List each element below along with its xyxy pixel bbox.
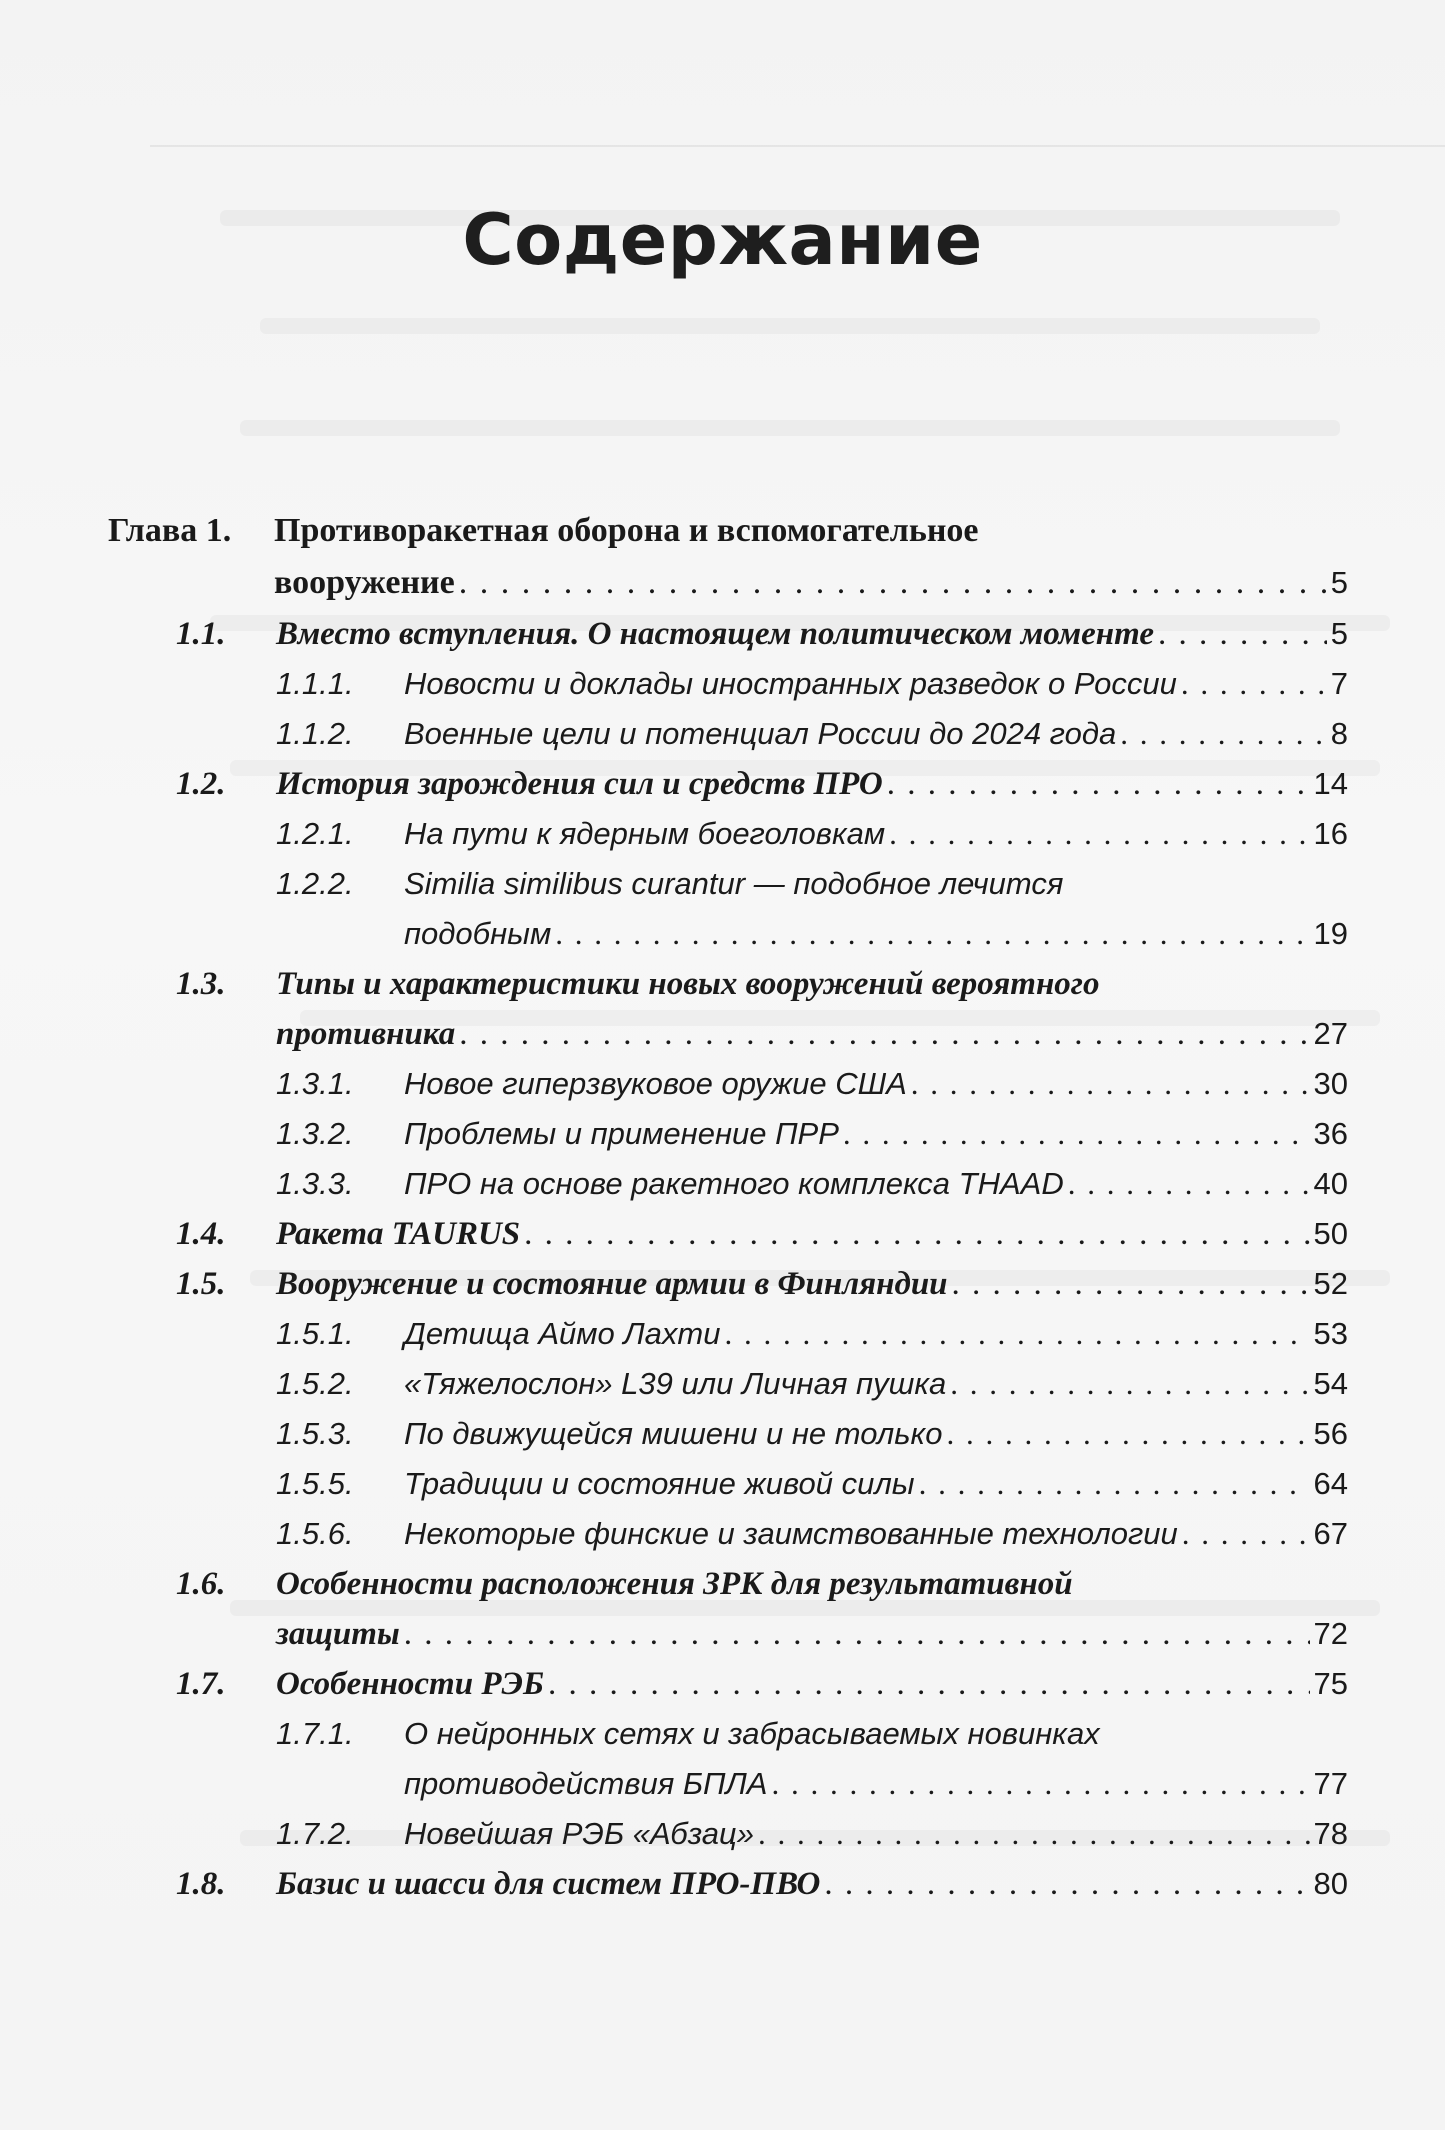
toc-page-number: 64: [1313, 1466, 1348, 1501]
toc-entry-title: [404, 659, 1348, 709]
toc-entry-number: 1.5.2.: [276, 1366, 354, 1401]
toc-subsection[interactable]: [108, 1709, 1348, 1809]
toc-entry-number: 1.2.1.: [276, 816, 354, 851]
toc-entry-number: 1.2.2.: [276, 866, 354, 901]
toc-entry-number: 1.5.3.: [276, 1416, 354, 1451]
toc-dot-leader: [555, 909, 1309, 959]
toc-entry-text: По движущейся мишени и не только: [404, 1416, 943, 1451]
toc-dot-leader: [887, 759, 1310, 809]
toc-subsection[interactable]: [108, 859, 1348, 959]
toc-subsection[interactable]: [108, 1509, 1348, 1559]
page-title: Содержание: [462, 199, 983, 281]
toc-entry-number: 1.1.1.: [276, 666, 354, 701]
toc-dot-leader: [946, 1409, 1309, 1459]
toc-entry-text: Ракета TAURUS: [276, 1216, 521, 1252]
toc-dot-leader: [404, 1609, 1310, 1659]
toc-entry-title: [276, 1559, 1348, 1659]
toc-entry-text: Similia similibus curantur — подобное лечится: [404, 866, 1064, 901]
toc-entry-title: [404, 1409, 1348, 1459]
toc-entry-number: 1.5.6.: [276, 1516, 354, 1551]
toc-entry-title: [276, 1659, 1348, 1709]
toc-entry-number: 1.7.: [176, 1666, 226, 1702]
toc-entry-text: На пути к ядерным боеголовкам: [404, 816, 886, 851]
toc-page-number: 30: [1313, 1066, 1348, 1101]
toc-entry-text: О нейронных сетях и забрасываемых новинках: [404, 1716, 1100, 1751]
toc-section[interactable]: [108, 1259, 1348, 1309]
toc-entry-title: [276, 959, 1348, 1059]
toc-page-number: 75: [1313, 1666, 1348, 1701]
toc-entry-text: Типы и характеристики новых вооружений вероятного: [276, 966, 1100, 1002]
toc-entry-text: ПРО на основе ракетного комплекса THAAD: [404, 1166, 1064, 1201]
toc-section[interactable]: [108, 1659, 1348, 1709]
toc-page-number: 16: [1313, 816, 1348, 851]
toc-page-number: 8: [1330, 716, 1348, 751]
toc-entry-title: [404, 709, 1348, 759]
toc-page-number: 5: [1330, 565, 1348, 600]
toc-dot-leader: [843, 1109, 1310, 1159]
toc-entry-number: 1.4.: [176, 1216, 226, 1252]
toc-chapter-title: [274, 505, 1348, 609]
toc-page-number: 19: [1313, 916, 1348, 951]
toc-subsection[interactable]: [108, 1159, 1348, 1209]
toc-entry-text: Вместо вступления. О настоящем политическом моменте: [276, 616, 1154, 652]
toc-entry-text: «Тяжелослон» L39 или Личная пушка: [404, 1366, 947, 1401]
toc-section[interactable]: [108, 1559, 1348, 1659]
toc-entry-text: Особенности РЭБ: [276, 1666, 544, 1702]
toc-dot-leader: [771, 1759, 1309, 1809]
toc-entry-title: [404, 1059, 1348, 1109]
toc-entry-number: 1.1.: [176, 616, 226, 652]
toc-entry-text: Новейшая РЭБ «Абзац»: [404, 1816, 755, 1851]
toc-entry-text: Вооружение и состояние армии в Финляндии: [276, 1266, 948, 1302]
toc-entry-text: История зарождения сил и средств ПРО: [276, 766, 883, 802]
toc-subsection[interactable]: [108, 1309, 1348, 1359]
toc-entry-text: Особенности расположения ЗРК для результативной: [276, 1566, 1073, 1602]
toc-subsection[interactable]: [108, 1459, 1348, 1509]
toc-subsection[interactable]: [108, 1359, 1348, 1409]
toc-entry-text: Противоракетная оборона и вспомогательное: [274, 512, 979, 549]
toc-entry-text: противодействия БПЛА: [404, 1766, 768, 1801]
toc-entry-text: Новое гиперзвуковое оружие США: [404, 1066, 907, 1101]
toc-entry-title: [404, 1459, 1348, 1509]
toc-entry-text: Детища Аймо Лахти: [404, 1316, 721, 1351]
toc-dot-leader: [919, 1459, 1310, 1509]
toc-page-number: 77: [1313, 1766, 1348, 1801]
toc-page-number: 67: [1313, 1516, 1348, 1551]
toc-page-number: 14: [1313, 766, 1348, 801]
toc-entry-number: 1.7.1.: [276, 1716, 354, 1751]
toc-dot-leader: [1120, 709, 1327, 759]
toc-chapter-number: Глава 1.: [108, 512, 232, 549]
toc-entry-text: Некоторые финские и заимствованные технологии: [404, 1516, 1178, 1551]
toc-section[interactable]: [108, 959, 1348, 1059]
toc-entry-title: [404, 1159, 1348, 1209]
toc-subsection[interactable]: [108, 1109, 1348, 1159]
toc-subsection[interactable]: [108, 659, 1348, 709]
toc-entry-text: защиты: [276, 1616, 400, 1652]
toc-section[interactable]: [108, 1209, 1348, 1259]
toc-dot-leader: [758, 1809, 1310, 1859]
toc-entry-title: [404, 1109, 1348, 1159]
toc-page-number: 52: [1313, 1266, 1348, 1301]
toc-entry-number: 1.3.2.: [276, 1116, 354, 1151]
toc-entry-title: [404, 1809, 1348, 1859]
toc-entry-text: вооружение: [274, 564, 455, 601]
toc-subsection[interactable]: [108, 1059, 1348, 1109]
toc-entry-text: подобным: [404, 916, 552, 951]
toc-entry-number: 1.2.: [176, 766, 226, 802]
toc-subsection[interactable]: [108, 809, 1348, 859]
show-through-header-rule: [150, 145, 1445, 147]
toc-entry-title: [276, 759, 1348, 809]
toc-entry-title: [276, 1209, 1348, 1259]
toc-entry-number: 1.5.5.: [276, 1466, 354, 1501]
toc-dot-leader: [950, 1359, 1309, 1409]
toc-page-number: 56: [1313, 1416, 1348, 1451]
toc-dot-leader: [1158, 609, 1327, 659]
toc-entry-text: Базис и шасси для систем ПРО-ПВО: [276, 1866, 821, 1902]
toc-entry-number: 1.5.1.: [276, 1316, 354, 1351]
toc-entry-number: 1.3.1.: [276, 1066, 354, 1101]
toc-dot-leader: [911, 1059, 1310, 1109]
toc-entry-title: [404, 1309, 1348, 1359]
toc-entry-number: 1.3.3.: [276, 1166, 354, 1201]
toc-page-number: 78: [1313, 1816, 1348, 1851]
toc-page-number: 54: [1313, 1366, 1348, 1401]
toc-entry-title: [404, 859, 1348, 959]
toc-page-number: 40: [1313, 1166, 1348, 1201]
toc-page-number: 7: [1330, 666, 1348, 701]
toc-dot-leader: [889, 809, 1309, 859]
toc-entry-text: противника: [276, 1016, 456, 1052]
toc-dot-leader: [724, 1309, 1309, 1359]
toc-entry-text: Проблемы и применение ПРР: [404, 1116, 839, 1151]
toc-page-number: 80: [1313, 1866, 1348, 1901]
toc-subsection[interactable]: [108, 709, 1348, 759]
toc-dot-leader: [459, 557, 1327, 609]
toc-page-number: 36: [1313, 1116, 1348, 1151]
toc-entry-title: [404, 809, 1348, 859]
toc-entry-number: 1.1.2.: [276, 716, 354, 751]
toc-dot-leader: [1182, 1509, 1310, 1559]
toc-chapter[interactable]: [108, 505, 1348, 609]
toc-dot-leader: [824, 1859, 1309, 1909]
toc-entry-number: 1.3.: [176, 966, 226, 1002]
toc-page-number: 72: [1313, 1616, 1348, 1651]
toc-subsection[interactable]: [108, 1809, 1348, 1859]
toc-entry-title: [276, 609, 1348, 659]
toc-entry-title: [404, 1709, 1348, 1809]
toc-entry-text: Традиции и состояние живой силы: [404, 1466, 915, 1501]
toc-dot-leader: [459, 1009, 1309, 1059]
toc-entry-number: 1.5.: [176, 1266, 226, 1302]
toc-dot-leader: [524, 1209, 1309, 1259]
toc-section[interactable]: [108, 759, 1348, 809]
toc-page-number: 53: [1313, 1316, 1348, 1351]
toc-entry-number: 1.7.2.: [276, 1816, 354, 1851]
toc-page-number: 27: [1313, 1016, 1348, 1051]
toc-entry-title: [276, 1259, 1348, 1309]
toc-dot-leader: [548, 1659, 1310, 1709]
toc-entry-title: [276, 1859, 1348, 1909]
toc-entry-number: 1.6.: [176, 1566, 226, 1602]
toc-subsection[interactable]: [108, 1409, 1348, 1459]
toc-entry-number: 1.8.: [176, 1866, 226, 1902]
toc-entry-text: Военные цели и потенциал России до 2024 года: [404, 716, 1117, 751]
toc-section[interactable]: [108, 1859, 1348, 1909]
toc-page-number: 5: [1330, 616, 1348, 651]
toc-dot-leader: [1181, 659, 1327, 709]
toc-section[interactable]: [108, 609, 1348, 659]
toc-entry-text: Новости и доклады иностранных разведок о России: [404, 666, 1177, 701]
table-of-contents: [108, 505, 1348, 1909]
toc-page-number: 50: [1313, 1216, 1348, 1251]
toc-dot-leader: [952, 1259, 1310, 1309]
toc-entry-title: [404, 1509, 1348, 1559]
toc-entry-title: [404, 1359, 1348, 1409]
toc-dot-leader: [1068, 1159, 1310, 1209]
